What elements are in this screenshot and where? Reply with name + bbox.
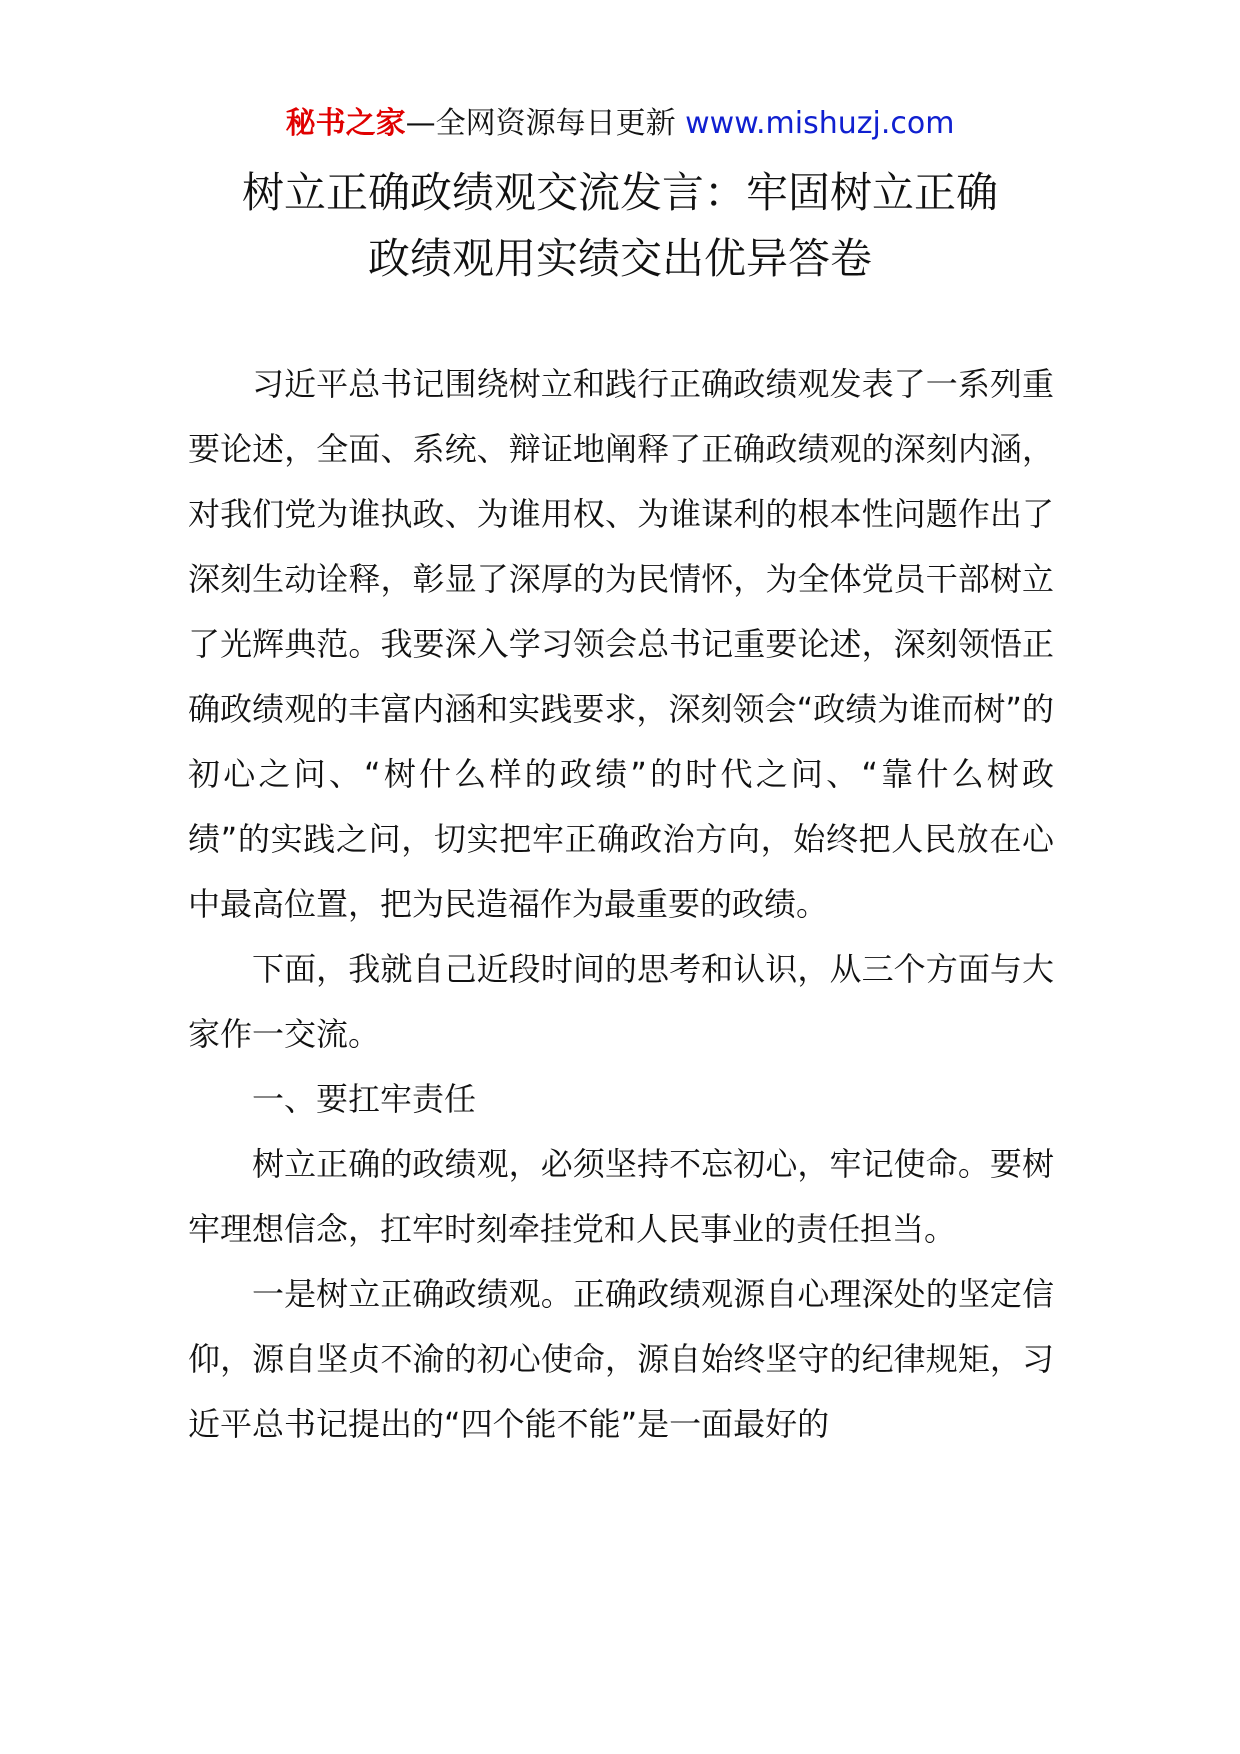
header-tagline: —全网资源每日更新 bbox=[405, 106, 686, 141]
title-line-2: 政绩观用实绩交出优异答卷 bbox=[367, 234, 872, 283]
document-body bbox=[188, 352, 1054, 1457]
paragraph-intro: 习近平总书记围绕树立和践行正确政绩观发表了一系列重要论述，全面、系统、辩证地阐释了正确政绩观的深刻内涵，对我们党为谁执政、为谁用权、为谁谋利的根本性问题作出了深刻生动诠释，彰显了深厚的为民情怀，为全体党员干部树立了光辉典范。我要深入学习领会总书记重要论述，深刻领悟正确政绩观的丰富内涵和实践要求，深刻领会“政绩为谁而树”的初心之问、“树什么样的政绩”的时代之问、“靠什么树政绩”的实践之问，切实把牢正确政治方向，始终把人民放在心中最高位置，把为民造福作为最重要的政绩。 bbox=[188, 365, 1054, 923]
paragraph-point-1: 一是树立正确政绩观。正确政绩观源自心理深处的坚定信仰，源自坚贞不渝的初心使命，源自始终坚守的纪律规矩，习近平总书记提出的“四个能不能”是一面最好的 bbox=[188, 1275, 1054, 1443]
section-heading-1: 一、要扛牢责任 bbox=[252, 1080, 477, 1118]
paragraph-transition: 下面，我就自己近段时间的思考和认识，从三个方面与大家作一交流。 bbox=[188, 950, 1054, 1053]
document-title bbox=[150, 160, 1090, 292]
brand-name: 秘书之家 bbox=[285, 106, 406, 141]
site-url-link[interactable]: www.mishuzj.com bbox=[685, 106, 955, 141]
paragraph-section-1: 树立正确的政绩观，必须坚持不忘初心，牢记使命。要树牢理想信念，扛牢时刻牵挂党和人民事业的责任担当。 bbox=[188, 1145, 1054, 1248]
title-line-1: 树立正确政绩观交流发言：牢固树立正确 bbox=[241, 168, 998, 217]
site-header bbox=[0, 100, 1240, 148]
